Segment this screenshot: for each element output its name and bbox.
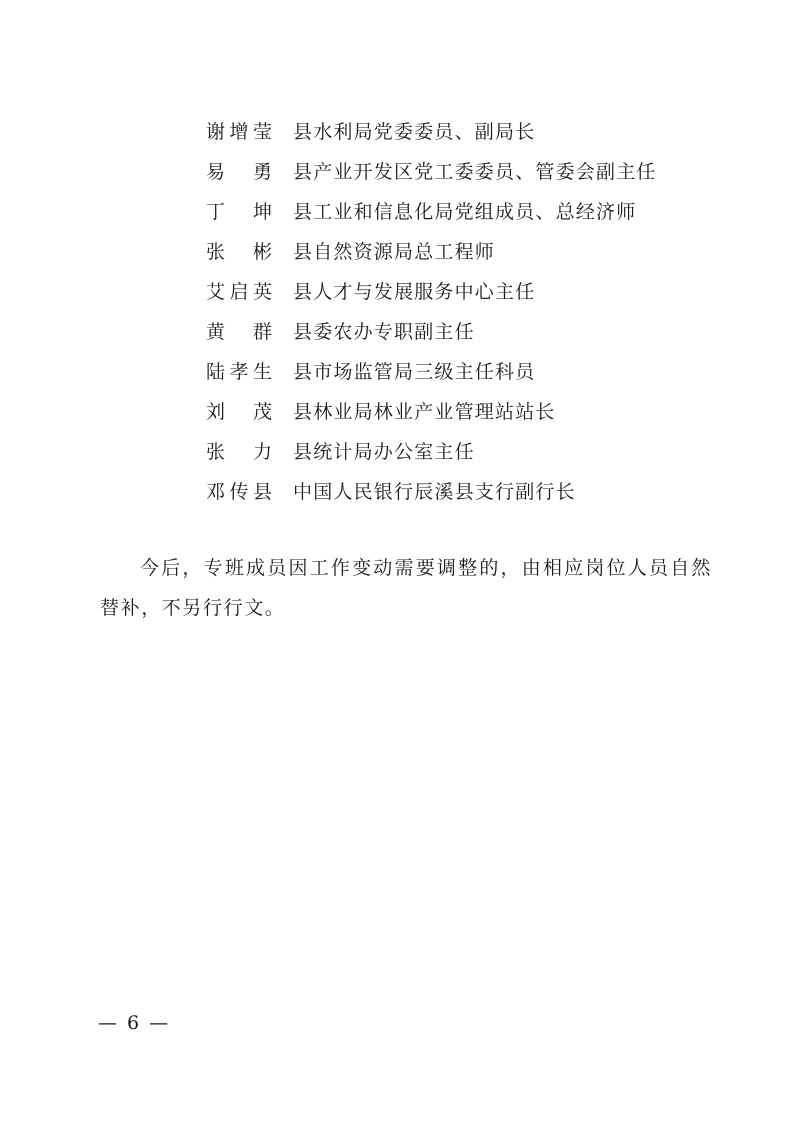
member-row	[206, 430, 657, 470]
member-post: 中国人民银行辰溪县支行副行长	[293, 480, 576, 503]
member-row	[206, 190, 657, 230]
member-row	[206, 310, 657, 350]
member-post: 县统计局办公室主任	[293, 440, 475, 463]
member-list	[206, 110, 657, 510]
member-post: 县产业开发区党工委委员、管委会副主任	[293, 160, 657, 183]
closing-paragraph: 今后，专班成员因工作变动需要调整的，由相应岗位人员自然替补，不另行行文。	[100, 557, 712, 619]
member-name: 刘 茂	[206, 400, 272, 423]
member-post: 县自然资源局总工程师	[293, 240, 496, 263]
member-name: 邓传县	[206, 480, 272, 503]
member-name: 黄 群	[206, 320, 272, 343]
member-row	[206, 270, 657, 310]
member-row	[206, 230, 657, 270]
member-post: 县工业和信息化局党组成员、总经济师	[293, 200, 637, 223]
member-row	[206, 110, 657, 150]
page-number: — 6 —	[98, 1012, 171, 1034]
member-name: 张 彬	[206, 240, 272, 263]
member-name: 张 力	[206, 440, 272, 463]
member-name: 易 勇	[206, 160, 272, 183]
member-post: 县林业局林业产业管理站站长	[293, 400, 556, 423]
member-post: 县委农办专职副主任	[293, 320, 475, 343]
member-name: 丁 坤	[206, 200, 272, 223]
member-name: 陆孝生	[206, 360, 272, 383]
member-row	[206, 150, 657, 190]
member-row	[206, 350, 657, 390]
member-post: 县市场监管局三级主任科员	[293, 360, 536, 383]
member-name: 艾启英	[206, 280, 272, 303]
member-row	[206, 470, 657, 510]
member-post: 县水利局党委委员、副局长	[293, 120, 536, 143]
member-name: 谢增莹	[206, 120, 272, 143]
member-row	[206, 390, 657, 430]
member-post: 县人才与发展服务中心主任	[293, 280, 536, 303]
